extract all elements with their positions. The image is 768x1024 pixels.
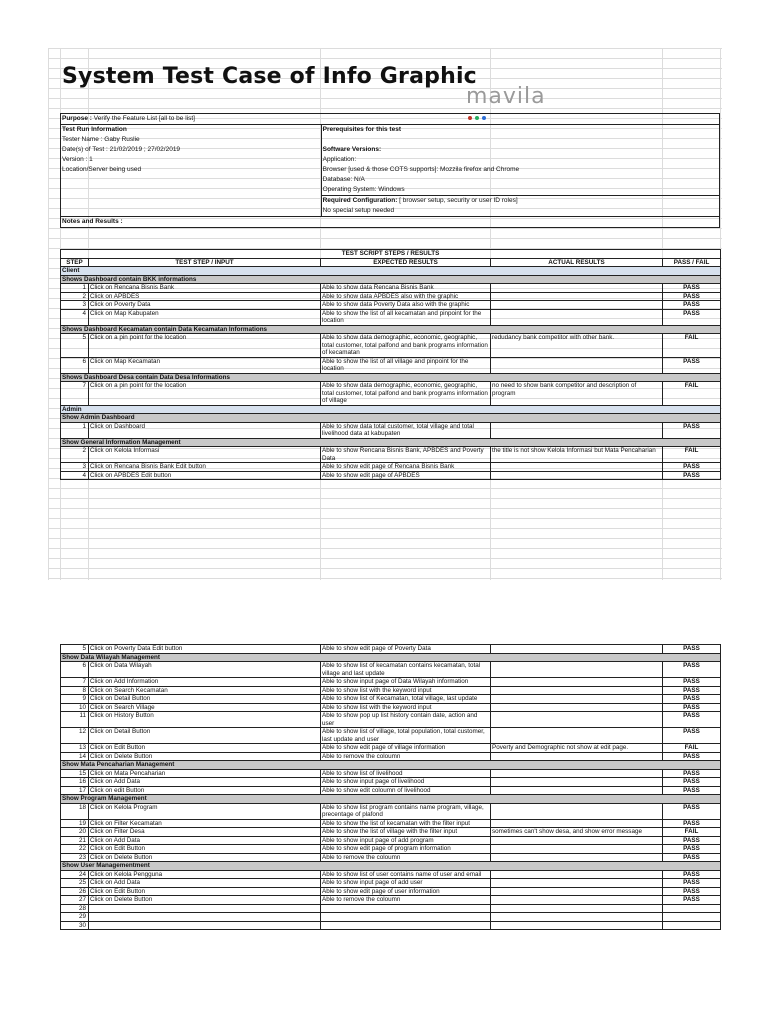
result-cell: FAIL: [663, 744, 721, 753]
actual-cell: Poverty and Demographic not show at edit page.: [491, 744, 663, 753]
table-row: [61, 921, 721, 930]
actual-cell: [491, 678, 663, 687]
actual-cell: [491, 879, 663, 888]
step-cell: 29: [61, 913, 89, 922]
input-cell: Click on Rencana Bisnis Bank: [89, 284, 321, 293]
step-cell: 5: [61, 645, 89, 654]
result-cell: PASS: [663, 778, 721, 787]
input-cell: Click on Filter Kecamatan: [89, 819, 321, 828]
result-cell: PASS: [663, 870, 721, 879]
step-cell: 8: [61, 686, 89, 695]
table-row: [61, 471, 721, 480]
expected-cell: Able to show edit page of Rencana Bisnis Bank: [321, 463, 491, 472]
table-row: [61, 645, 721, 654]
input-cell: Click on Poverty Data Edit button: [89, 645, 321, 654]
section-label: Shows Dashboard Kecamatan contain Data Kecamatan Informations: [61, 325, 721, 334]
software-label: Software Versions:: [322, 146, 382, 153]
purpose-label: Purpose :: [62, 115, 94, 122]
result-cell: PASS: [663, 712, 721, 728]
expected-cell: Able to show list of kecamatan contains kecamatan, total village and last update: [321, 662, 491, 678]
input-cell: Click on Map Kabupaten: [89, 309, 321, 325]
section-header-row: [61, 862, 721, 871]
actual-cell: sometimes can't show desa, and show error message: [491, 828, 663, 837]
table-row: [61, 695, 721, 704]
expected-cell: [321, 921, 491, 930]
section-label: Shows Dashboard contain BKK informations: [61, 275, 721, 284]
config-value: [ browser setup, security or user ID roles]: [397, 197, 518, 204]
input-cell: Click on Search Village: [89, 703, 321, 712]
result-cell: PASS: [663, 803, 721, 819]
actual-cell: [491, 913, 663, 922]
table-row: [61, 357, 721, 373]
expected-cell: Able to show data APBDES also with the graphic: [321, 292, 491, 301]
table-row: [61, 879, 721, 888]
expected-cell: Able to show list of village, total population, total customer, last update and user: [321, 728, 491, 744]
expected-cell: Able to show list of livelihood: [321, 769, 491, 778]
browser: Browser [used & those COTS supports]: Mozzila firefox and Chrome: [322, 166, 520, 173]
step-cell: 4: [61, 309, 89, 325]
section-label: Admin: [61, 405, 721, 414]
input-cell: Click on Delete Button: [89, 752, 321, 761]
expected-cell: Able to show the list of village with the filter input: [321, 828, 491, 837]
step-cell: 7: [61, 382, 89, 406]
actual-cell: redudancy bank competitor with other bank.: [491, 334, 663, 358]
expected-cell: Able to show list with the keyword input: [321, 686, 491, 695]
result-cell: PASS: [663, 703, 721, 712]
step-cell: 27: [61, 896, 89, 905]
result-cell: FAIL: [663, 382, 721, 406]
step-cell: 3: [61, 463, 89, 472]
table-row: [61, 463, 721, 472]
step-cell: 13: [61, 744, 89, 753]
result-cell: PASS: [663, 357, 721, 373]
tester-name: Tester Name : Gaby Ruslie: [62, 136, 140, 143]
expected-cell: Able to show pop up list history contain date, action and user: [321, 712, 491, 728]
step-cell: 9: [61, 695, 89, 704]
table-row: [61, 703, 721, 712]
table-row: [61, 769, 721, 778]
input-cell: Click on Add Data: [89, 879, 321, 888]
input-cell: [89, 913, 321, 922]
section-label: Show Mata Pencaharian Management: [61, 761, 721, 770]
result-cell: PASS: [663, 422, 721, 438]
table-row: [61, 819, 721, 828]
table-row: [61, 284, 721, 293]
result-cell: PASS: [663, 284, 721, 293]
table-row: [61, 334, 721, 358]
location: Location/Server being used: [62, 166, 142, 173]
expected-cell: Able to show input page of add user: [321, 879, 491, 888]
input-cell: Click on Edit Button: [89, 744, 321, 753]
result-cell: PASS: [663, 463, 721, 472]
actual-cell: the title is not show Kelola Informasi but Mata Pencaharian: [491, 447, 663, 463]
step-cell: 14: [61, 752, 89, 761]
expected-cell: Able to show the list of all village and pinpoint for the location: [321, 357, 491, 373]
actual-cell: [491, 422, 663, 438]
section-header-row: [61, 653, 721, 662]
purpose-cell: [61, 114, 720, 125]
table-row: [61, 292, 721, 301]
input-cell: Click on Detail Button: [89, 728, 321, 744]
actual-cell: [491, 309, 663, 325]
expected-cell: [321, 913, 491, 922]
section-header-row: [61, 438, 721, 447]
result-cell: PASS: [663, 769, 721, 778]
step-cell: 15: [61, 769, 89, 778]
actual-cell: [491, 292, 663, 301]
expected-cell: Able to show data demographic, economic, geographic, total customer, total palfond and bank programs information of kecamatan: [321, 334, 491, 358]
step-cell: 7: [61, 678, 89, 687]
result-cell: [663, 921, 721, 930]
result-cell: PASS: [663, 728, 721, 744]
table-row: [61, 678, 721, 687]
step-cell: 6: [61, 357, 89, 373]
table-row: [61, 887, 721, 896]
step-cell: 6: [61, 662, 89, 678]
test-steps-table: [60, 249, 721, 480]
application: Application:: [322, 156, 357, 163]
result-cell: PASS: [663, 752, 721, 761]
input-cell: Click on Add Data: [89, 836, 321, 845]
table-row: [61, 778, 721, 787]
input-cell: Click on Detail Button: [89, 695, 321, 704]
document-page-2: [48, 640, 722, 1024]
result-cell: PASS: [663, 645, 721, 654]
section-header-row: [61, 405, 721, 414]
actual-cell: [491, 778, 663, 787]
expected-cell: Able to show edit page of APBDES: [321, 471, 491, 480]
header-step: STEP: [61, 258, 89, 267]
notes-label: Notes and Results :: [61, 217, 720, 228]
actual-cell: [491, 728, 663, 744]
table-row: [61, 712, 721, 728]
expected-cell: Able to show data demographic, economic, geographic, total customer, total palfond and bank programs information of village: [321, 382, 491, 406]
actual-cell: [491, 887, 663, 896]
expected-cell: Able to show data Poverty Data also with the graphic: [321, 301, 491, 310]
result-cell: PASS: [663, 879, 721, 888]
expected-cell: Able to show list program contains name program, village, precentage of plafond: [321, 803, 491, 819]
result-cell: PASS: [663, 695, 721, 704]
config-label: Required Configuration:: [322, 197, 398, 204]
input-cell: Click on Map Kecamatan: [89, 357, 321, 373]
table-caption: TEST SCRIPT STEPS / RESULTS: [61, 250, 721, 259]
actual-cell: [491, 819, 663, 828]
step-cell: 24: [61, 870, 89, 879]
result-cell: PASS: [663, 301, 721, 310]
table-row: [61, 744, 721, 753]
actual-cell: [491, 769, 663, 778]
operating-system: Operating System: Windows: [322, 186, 405, 193]
table-row: [61, 422, 721, 438]
actual-cell: [491, 752, 663, 761]
actual-cell: [491, 853, 663, 862]
table-row: [61, 301, 721, 310]
result-cell: FAIL: [663, 447, 721, 463]
step-cell: 30: [61, 921, 89, 930]
step-cell: 2: [61, 292, 89, 301]
section-label: Show Admin Dashboard: [61, 414, 721, 423]
input-cell: Click on Kelola Program: [89, 803, 321, 819]
input-cell: Click on Rencana Bisnis Bank Edit button: [89, 463, 321, 472]
mavila-logo: mavila: [466, 84, 546, 109]
result-cell: [663, 904, 721, 913]
step-cell: 4: [61, 471, 89, 480]
document-page-1: [48, 48, 722, 580]
expected-cell: Able to show the list of all kecamatan and pinpoint for the location: [321, 309, 491, 325]
expected-cell: Able to show edit page of program information: [321, 845, 491, 854]
actual-cell: [491, 357, 663, 373]
database: Database: N/A: [322, 176, 365, 183]
result-cell: PASS: [663, 836, 721, 845]
actual-cell: no need to show bank competitor and description of program: [491, 382, 663, 406]
step-cell: 2: [61, 447, 89, 463]
actual-cell: [491, 904, 663, 913]
input-cell: Click on Mata Pencaharian: [89, 769, 321, 778]
input-cell: Click on Dashboard: [89, 422, 321, 438]
step-cell: 26: [61, 887, 89, 896]
table-row: [61, 752, 721, 761]
input-cell: [89, 904, 321, 913]
step-cell: 1: [61, 284, 89, 293]
test-info-table: [60, 113, 720, 228]
expected-cell: Able to show list with the keyword input: [321, 703, 491, 712]
actual-cell: [491, 645, 663, 654]
input-cell: Click on Edit Button: [89, 887, 321, 896]
result-cell: PASS: [663, 686, 721, 695]
section-header-row: [61, 267, 721, 276]
expected-cell: Able to show input page of add program: [321, 836, 491, 845]
step-cell: 12: [61, 728, 89, 744]
test-run-cell: [61, 125, 322, 217]
expected-cell: Able to show edit page of Poverty Data: [321, 645, 491, 654]
expected-cell: Able to remove the coloumn: [321, 896, 491, 905]
step-cell: 10: [61, 703, 89, 712]
section-label: Show User Managementment: [61, 862, 721, 871]
section-label: Show General Information Management: [61, 438, 721, 447]
header-pass-fail: PASS / FAIL: [663, 258, 721, 267]
result-cell: PASS: [663, 896, 721, 905]
section-header-row: [61, 761, 721, 770]
table-row: [61, 853, 721, 862]
actual-cell: [491, 662, 663, 678]
input-cell: Click on Data Wilayah: [89, 662, 321, 678]
actual-cell: [491, 921, 663, 930]
no-special-setup: No special setup needed: [322, 207, 395, 214]
table-row: [61, 803, 721, 819]
expected-cell: [321, 904, 491, 913]
test-run-label: Test Run Information: [62, 126, 127, 133]
expected-cell: Able to remove the coloumn: [321, 853, 491, 862]
table-row: [61, 896, 721, 905]
prereq-label: Prerequisites for this test: [322, 126, 401, 133]
table-row: [61, 382, 721, 406]
table-row: [61, 870, 721, 879]
actual-cell: [491, 712, 663, 728]
section-label: Shows Dashboard Desa contain Data Desa Informations: [61, 373, 721, 382]
section-header-row: [61, 325, 721, 334]
table-row: [61, 913, 721, 922]
table-row: [61, 662, 721, 678]
step-cell: 19: [61, 819, 89, 828]
expected-cell: Able to show input page of livelihood: [321, 778, 491, 787]
step-cell: 17: [61, 786, 89, 795]
result-cell: FAIL: [663, 828, 721, 837]
input-cell: Click on APBDES Edit button: [89, 471, 321, 480]
step-cell: 3: [61, 301, 89, 310]
input-cell: Click on Edit Button: [89, 845, 321, 854]
test-dates: Date(s) of Test : 21/02/2019 ; 27/02/2019: [62, 146, 181, 153]
actual-cell: [491, 695, 663, 704]
result-cell: PASS: [663, 786, 721, 795]
input-cell: Click on Delete Button: [89, 853, 321, 862]
step-cell: 11: [61, 712, 89, 728]
actual-cell: [491, 845, 663, 854]
section-label: Client: [61, 267, 721, 276]
step-cell: 16: [61, 778, 89, 787]
step-cell: 25: [61, 879, 89, 888]
expected-cell: Able to show data Rencana Bisnis Bank: [321, 284, 491, 293]
prereq-cell: [321, 125, 719, 217]
result-cell: PASS: [663, 309, 721, 325]
step-cell: 1: [61, 422, 89, 438]
header-expected: EXPECTED RESULTS: [321, 258, 491, 267]
input-cell: [89, 921, 321, 930]
actual-cell: [491, 463, 663, 472]
step-cell: 20: [61, 828, 89, 837]
table-row: [61, 309, 721, 325]
expected-cell: Able to show input page of Data Wilayah information: [321, 678, 491, 687]
version: Version : 1: [62, 156, 93, 163]
input-cell: Click on a pin point for the location: [89, 382, 321, 406]
actual-cell: [491, 786, 663, 795]
table-row: [61, 845, 721, 854]
expected-cell: Able to remove the coloumn: [321, 752, 491, 761]
actual-cell: [491, 803, 663, 819]
step-cell: 21: [61, 836, 89, 845]
expected-cell: Able to show data total customer, total village and total livelihood data at kabupaten: [321, 422, 491, 438]
result-cell: PASS: [663, 887, 721, 896]
input-cell: Click on Filter Desa: [89, 828, 321, 837]
expected-cell: Able to show list of Kecamatan, total village, last update: [321, 695, 491, 704]
section-header-row: [61, 414, 721, 423]
input-cell: Click on Add Information: [89, 678, 321, 687]
step-cell: 22: [61, 845, 89, 854]
result-cell: PASS: [663, 845, 721, 854]
result-cell: FAIL: [663, 334, 721, 358]
test-steps-table-continued: [60, 644, 721, 930]
actual-cell: [491, 703, 663, 712]
input-cell: Click on a pin point for the location: [89, 334, 321, 358]
section-label: Show Program Management: [61, 795, 721, 804]
table-row: [61, 686, 721, 695]
input-cell: Click on Delete Button: [89, 896, 321, 905]
input-cell: Click on edit Button: [89, 786, 321, 795]
result-cell: [663, 913, 721, 922]
actual-cell: [491, 836, 663, 845]
header-input: TEST STEP / INPUT: [89, 258, 321, 267]
input-cell: Click on Poverty Data: [89, 301, 321, 310]
step-cell: 18: [61, 803, 89, 819]
actual-cell: [491, 896, 663, 905]
expected-cell: Able to show the list of kecamatan with the filter input: [321, 819, 491, 828]
result-cell: PASS: [663, 471, 721, 480]
section-header-row: [61, 373, 721, 382]
step-cell: 23: [61, 853, 89, 862]
table-row: [61, 836, 721, 845]
actual-cell: [491, 301, 663, 310]
result-cell: PASS: [663, 819, 721, 828]
section-label: Show Data Wilayah Management: [61, 653, 721, 662]
result-cell: PASS: [663, 662, 721, 678]
input-cell: Click on Kelola Pengguna: [89, 870, 321, 879]
actual-cell: [491, 471, 663, 480]
table-row: [61, 447, 721, 463]
input-cell: Click on Add Data: [89, 778, 321, 787]
table-row: [61, 904, 721, 913]
header-actual: ACTUAL RESULTS: [491, 258, 663, 267]
section-header-row: [61, 275, 721, 284]
section-header-row: [61, 795, 721, 804]
actual-cell: [491, 284, 663, 293]
actual-cell: [491, 686, 663, 695]
result-cell: PASS: [663, 292, 721, 301]
expected-cell: Able to show edit coloumn of livelihood: [321, 786, 491, 795]
input-cell: Click on Search Kecamatan: [89, 686, 321, 695]
expected-cell: Able to show edit page of user information: [321, 887, 491, 896]
step-cell: 5: [61, 334, 89, 358]
input-cell: Click on APBDES: [89, 292, 321, 301]
table-row: [61, 828, 721, 837]
expected-cell: Able to show list of user contains name of user and email: [321, 870, 491, 879]
result-cell: PASS: [663, 678, 721, 687]
purpose-value: Verify the Feature List [all to be list]: [93, 115, 195, 122]
result-cell: PASS: [663, 853, 721, 862]
expected-cell: Able to show edit page of village information: [321, 744, 491, 753]
input-cell: Click on Kelola Informasi: [89, 447, 321, 463]
actual-cell: [491, 870, 663, 879]
step-cell: 28: [61, 904, 89, 913]
table-row: [61, 786, 721, 795]
input-cell: Click on History Button: [89, 712, 321, 728]
expected-cell: Able to show Rencana Bisnis Bank, APBDES and Poverty Data: [321, 447, 491, 463]
page-title: System Test Case of Info Graphic: [62, 64, 477, 89]
table-row: [61, 728, 721, 744]
